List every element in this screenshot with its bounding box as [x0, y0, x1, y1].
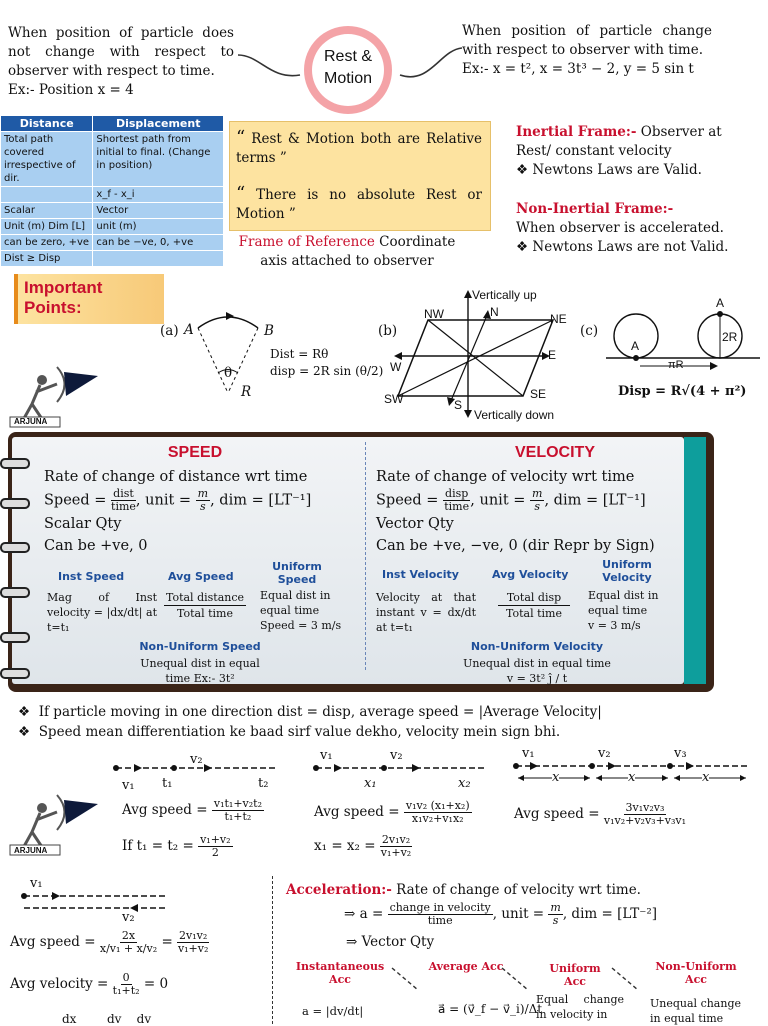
diagram-a-point-a: A	[184, 322, 194, 338]
bl-cut-text: dx dv dv	[62, 1012, 152, 1026]
diagram-b-label: (b)	[378, 323, 398, 339]
d2-v2: v₂	[390, 748, 403, 763]
d3-v3: v₃	[674, 746, 687, 761]
diagram-a-label: (a)	[160, 323, 179, 339]
diagram-c-point-a: A	[631, 339, 640, 353]
non-uniform-acc-text: Unequal change in equal time	[650, 997, 742, 1025]
bl-avg-speed: Avg speed = $\frac{2x}{\text{x/v₁ + x/v₂}}$ = $\frac{\text{2v₁v₂}}{\text{v₁+v₂}}$	[10, 929, 209, 955]
spiral-ring	[0, 498, 30, 509]
avg-velocity-formula: Total disp Total time	[498, 590, 570, 621]
speed-definition-block: Rate of change of distance wrt time Speed = $\frac{\text{dist}}{\text{time}}$ , unit = $\frac{m}{s}$ , dim = [LT⁻¹] Scalar Qty Can be +ve, 0	[44, 469, 312, 554]
quote-1: “ Rest & Motion both are Relative terms ”	[236, 127, 482, 166]
avg-speed-formula: Total distance Total time	[165, 591, 245, 620]
dir-ne: NE	[550, 312, 567, 326]
table-row: x_f - x_i	[1, 187, 224, 203]
diagram-c-pir: πR	[668, 359, 684, 371]
uniform-speed-title: Uniform Speed	[272, 560, 322, 586]
arjuna-logo-text: ARJUNA	[14, 417, 48, 426]
uniform-velocity-title: Uniform Velocity	[602, 558, 652, 584]
d1-t2: t₂	[258, 776, 269, 791]
table-row: Unit (m) Dim [L] unit (m)	[1, 219, 224, 235]
non-uniform-velocity-text: Unequal dist in equal time v = 3t² ĵ / t	[463, 657, 611, 685]
spiral-ring	[0, 587, 30, 598]
vertically-down-label: Vertically down	[474, 408, 555, 422]
quote-2: “ There is no absolute Rest or Motion ”	[236, 183, 482, 222]
arjuna-logo-text: ARJUNA	[14, 846, 48, 855]
non-uniform-acc-title: Non-Uniform Acc	[655, 960, 737, 986]
bl-avg-velocity: Avg velocity = $\frac{0}{\text{t₁+t₂}}$ = 0	[10, 971, 169, 997]
motion-definition: When position of particle change with respect to observer with time. Ex:- x = t², x = 3t³ − 2, y = 5 sin t	[462, 23, 712, 77]
diagram-c-2r: 2R	[722, 330, 738, 344]
non-uniform-speed-text: Unequal dist in equal time Ex:- 3t²	[140, 657, 260, 685]
notebook-divider	[365, 442, 366, 670]
d3-v2: v₂	[598, 746, 611, 761]
diagram-a-point-b: B	[264, 323, 274, 339]
d3-x3: x	[702, 770, 710, 785]
d1-v1: v₁	[122, 778, 135, 793]
return-trip-lines	[20, 890, 170, 914]
inst-speed-text: Mag of Inst velocity = |dx/dt| at t=t₁	[47, 591, 157, 634]
table-row: Dist ≥ Disp	[1, 251, 224, 267]
vertically-up-label: Vertically up	[472, 288, 537, 302]
dir-nw: NW	[424, 307, 444, 321]
table-row: Scalar Vector	[1, 203, 224, 219]
non-uniform-speed-title: Non-Uniform Speed	[139, 640, 261, 653]
d2-v1: v₁	[320, 748, 333, 763]
table-header: Distance	[1, 116, 93, 132]
diagram-c-disp: Disp = R√(4 + π²)	[618, 384, 747, 399]
inst-acc-title: Instantaneous Acc	[295, 960, 385, 986]
acceleration-qty: ⇒ Vector Qty	[346, 934, 435, 950]
avg-acc-formula: a⃗ = (v⃗_f − v⃗_i)/Δt	[438, 1002, 543, 1016]
uniform-acc-text: Equal change in velocity in	[536, 993, 624, 1021]
uniform-velocity-text: Equal dist in equal time v = 3 m/s	[588, 589, 659, 632]
acceleration-formula: ⇒ a = $\frac{\text{change in velocity}}{\text{time}}$ , unit = $\frac{m}{s}$ , dim = [LT⁻²]	[344, 901, 658, 927]
bottom-divider	[272, 876, 273, 1024]
diagram-a-theta: θ	[224, 365, 233, 381]
bl-v1: v₁	[30, 876, 43, 891]
avg-velocity-title: Avg Velocity	[492, 568, 569, 581]
inst-velocity-title: Inst Velocity	[382, 568, 459, 581]
inst-speed-title: Inst Speed	[58, 570, 125, 583]
direction-diagram	[388, 288, 568, 428]
table-header: Displacement	[93, 116, 224, 132]
dir-e: E	[548, 348, 557, 362]
rolling-wheel-diagram	[600, 300, 768, 380]
diagram-c-label: (c)	[580, 323, 599, 339]
d1-condition: If t₁ = t₂ = $\frac{\text{v₁+v₂}}{2}$	[122, 833, 231, 859]
spiral-ring	[0, 668, 30, 679]
dir-se: SE	[530, 387, 547, 401]
dir-sw: SW	[384, 392, 404, 406]
non-uniform-velocity-title: Non-Uniform Velocity	[470, 640, 604, 653]
d2-condition: x₁ = x₂ = $\frac{\text{2v₁v₂}}{\text{v₁+v₂}}$	[314, 833, 412, 859]
important-points-banner: Important Points:	[14, 274, 164, 324]
d1-t1: t₁	[162, 776, 173, 791]
relative-quote-box	[229, 121, 491, 231]
frame-of-reference: Frame of Reference Coordinate axis attached to observer	[238, 234, 456, 269]
key-bullets	[18, 702, 758, 742]
rest-motion-title: Rest & Motion	[323, 48, 373, 87]
notebook-teal-tab	[684, 437, 706, 684]
avg-speed-title: Avg Speed	[168, 570, 234, 583]
uniform-acc-title: Uniform Acc	[549, 962, 601, 988]
d2-x2: x₂	[458, 776, 471, 791]
dir-s: S	[454, 398, 463, 412]
speed-title: SPEED	[167, 444, 223, 461]
velocity-definition-block: Rate of change of velocity wrt time Speed = $\frac{\text{disp}}{\text{time}}$ , unit = $\frac{m}{s}$ , dim = [LT⁻¹] Vector Qty Can be +ve, −ve, 0 (dir Repr by Sign)	[376, 469, 655, 554]
diagram-a-formulas: Dist = Rθ disp = 2R sin (θ/2)	[270, 347, 384, 378]
spiral-ring	[0, 542, 30, 553]
spiral-ring	[0, 458, 30, 469]
spiral-ring	[0, 632, 30, 643]
d2-avg-speed: Avg speed = $\frac{\text{v₁v₂ (x₁+x₂)}}{\text{x₁v₂+v₁x₂}}$	[314, 799, 470, 825]
bl-v2: v₂	[122, 910, 135, 925]
d1-avg-speed: Avg speed = $\frac{\text{v₁t₁+v₂t₂}}{\text{t₁+t₂}}$	[122, 797, 262, 823]
distance-displacement-table	[0, 115, 224, 267]
uniform-speed-text: Equal dist in equal time Speed = 3 m/s	[260, 589, 342, 632]
diagram-c-point-a-top: A	[716, 296, 725, 310]
bullet-item: ❖ Speed mean differentiation ke baad sirf value dekho, velocity mein sign bhi.	[18, 724, 561, 740]
diagram-a-radius: R	[241, 384, 252, 400]
d3-x1: x	[552, 770, 560, 785]
inertial-frame: Inertial Frame:- Observer at Rest/ constant velocity ❖ Newtons Laws are Valid.	[516, 124, 722, 178]
bullet-item: ❖ If particle moving in one direction dist = disp, average speed = |Average Velocity|	[18, 704, 602, 720]
dir-n: N	[490, 305, 499, 319]
table-row: can be zero, +ve can be −ve, 0, +ve	[1, 235, 224, 251]
d1-v2: v₂	[190, 752, 203, 767]
inst-velocity-text: Velocity at that instant v = dx/dt at t=t₁	[376, 591, 476, 634]
inst-acc-formula: a = |dv/dt|	[302, 1004, 364, 1018]
avg-acc-title: Average Acc	[428, 960, 504, 973]
acceleration-definition: Acceleration:- Rate of change of velocity wrt time.	[286, 882, 641, 898]
d3-x2: x	[628, 770, 636, 785]
rest-definition: When position of particle does not change with respect to observer with respect to time. Ex:- Position x = 4	[8, 25, 234, 98]
table-row: Total path covered irrespective of dir. Shortest path from initial to final. (Change in position)	[1, 132, 224, 187]
d3-avg-speed: Avg speed = $\frac{\text{3v₁v₂v₃}}{\text{v₁v₂+v₂v₃+v₃v₁}}$	[514, 801, 687, 827]
dir-w: W	[390, 360, 402, 374]
non-inertial-frame: Non-Inertial Frame:- When observer is accelerated. ❖ Newtons Laws are not Valid.	[516, 201, 729, 255]
velocity-title: VELOCITY	[514, 444, 595, 461]
d3-v1: v₁	[522, 746, 535, 761]
d2-x1: x₁	[364, 776, 377, 791]
